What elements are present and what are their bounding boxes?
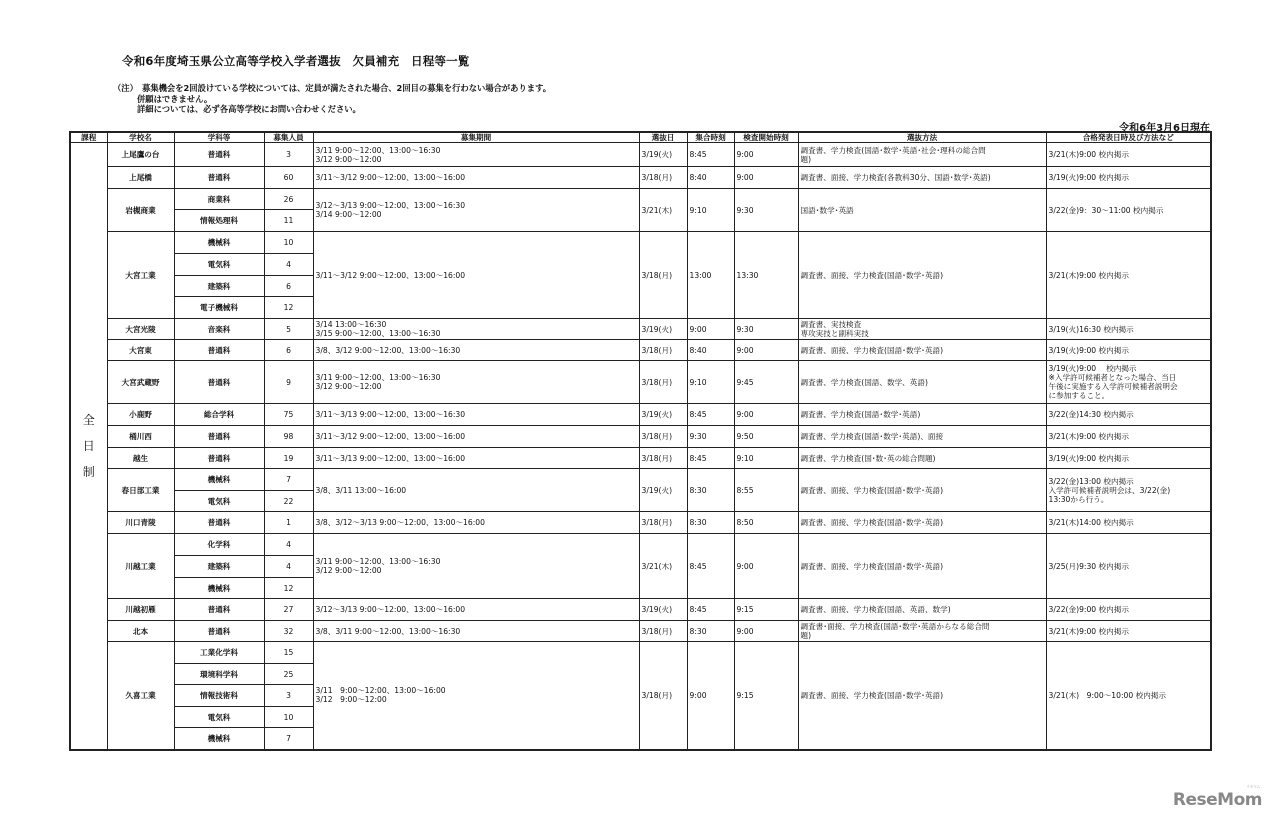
quota: 27 (264, 599, 313, 621)
gather-time: 8:30 (687, 621, 734, 642)
schedule-table (69, 131, 1212, 751)
application-period (313, 621, 639, 642)
selection-date: 3/18(月) (639, 448, 687, 469)
subject-name: 建築科 (174, 276, 264, 297)
quota: 25 (264, 664, 313, 685)
quota: 3 (264, 685, 313, 707)
gather-time: 8:30 (687, 469, 734, 512)
selection-date: 3/21(木) (639, 189, 687, 232)
cell-line: 3/14 13:00～16:30 (315, 320, 387, 329)
application-period (313, 340, 639, 361)
exam-start-time: 13:30 (734, 232, 798, 319)
exam-start-time: 9:00 (734, 621, 798, 642)
quota: 12 (264, 297, 313, 319)
subject-name: 音楽科 (174, 319, 264, 340)
selection-method (798, 319, 1046, 340)
quota: 7 (264, 728, 313, 750)
exam-start-time: 9:00 (734, 404, 798, 426)
subject-name: 機械科 (174, 232, 264, 254)
quota: 4 (264, 254, 313, 276)
table-row (70, 232, 1211, 254)
application-period (313, 404, 639, 426)
column-header: 選抜方法 (798, 132, 1046, 143)
gather-time: 8:45 (687, 599, 734, 621)
quota: 98 (264, 426, 313, 448)
notes (113, 83, 551, 115)
cell-line: 題) (800, 631, 812, 640)
application-period (313, 167, 639, 189)
school-name: 上尾鷹の台 (107, 143, 174, 167)
selection-method (798, 512, 1046, 534)
cell-line: 調査書、面接、学力検査(国語、英語、数学) (800, 605, 951, 614)
subject-name: 建築科 (174, 556, 264, 578)
cell-line: 3/21(木)14:00 校内掲示 (1048, 518, 1134, 527)
cell-line: 3/19(火)9:00 校内掲示 (1048, 345, 1129, 355)
school-name: 小鹿野 (107, 404, 174, 426)
selection-date: 3/21(木) (639, 534, 687, 599)
cell-line: 3/11～3/12 9:00～12:00、13:00～16:00 (315, 432, 466, 441)
cell-line: 3/21(木)9:00 校内掲示 (1048, 626, 1129, 636)
selection-date: 3/18(月) (639, 621, 687, 642)
subject-name: 情報処理科 (174, 210, 264, 232)
selection-method (798, 621, 1046, 642)
cell-line: 3/12 9:00～12:00 (315, 154, 382, 164)
selection-method (798, 642, 1046, 750)
table-row (70, 189, 1211, 210)
exam-start-time: 9:00 (734, 143, 798, 167)
selection-date: 3/18(月) (639, 232, 687, 319)
gather-time: 8:45 (687, 143, 734, 167)
subject-name: 電気科 (174, 254, 264, 276)
exam-start-time: 9:30 (734, 189, 798, 232)
cell-line: 3/11 9:00～12:00、13:00～16:30 (315, 373, 441, 382)
subject-name: 化学科 (174, 534, 264, 556)
subject-name: 普通科 (174, 143, 264, 167)
cell-line: 13:30から行う。 (1048, 494, 1109, 504)
cell-line: 3/8、3/11 9:00～12:00、13:00～16:30 (315, 626, 461, 636)
application-period (313, 599, 639, 621)
column-header: 検査開始時刻 (734, 132, 798, 143)
result-announcement (1046, 426, 1211, 448)
subject-name: 電子機械科 (174, 297, 264, 319)
quota: 4 (264, 556, 313, 578)
application-period (313, 189, 639, 232)
cell-line: 調査書、面接、学力検査(国語･数学･英語) (800, 518, 944, 527)
selection-method (798, 189, 1046, 232)
subject-name: 電気科 (174, 491, 264, 512)
page-title: 令和6年度埼玉県公立高等学校入学者選抜 欠員補充 日程等一覧 (122, 54, 470, 68)
quota: 12 (264, 578, 313, 599)
as-of-date: 令和6年3月6日現在 (1119, 123, 1210, 134)
selection-date: 3/18(月) (639, 642, 687, 750)
cell-line: 3/19(火)9:00 校内掲示 (1048, 453, 1129, 463)
cell-line: 3/11 9:00～12:00、13:00～16:30 (315, 145, 441, 155)
quota: 6 (264, 340, 313, 361)
table-row (70, 448, 1211, 469)
column-header: 学科等 (174, 132, 264, 143)
school-name: 春日部工業 (107, 469, 174, 512)
subject-name: 普通科 (174, 621, 264, 642)
cell-line: 3/21(木)9:00 校内掲示 (1048, 150, 1129, 159)
subject-name: 商業科 (174, 189, 264, 210)
selection-date: 3/18(月) (639, 167, 687, 189)
exam-start-time: 9:00 (734, 167, 798, 189)
note-line: （注） 募集機会を2回設けている学校については、定員が満たされた場合、2回目の募集を行わない場合があります。 (113, 83, 552, 93)
column-header: 合格発表日時及び方法など (1046, 132, 1211, 143)
cell-line: に参加すること。 (1048, 391, 1110, 400)
cell-line: 3/11～3/12 9:00～12:00、13:00～16:00 (315, 270, 466, 280)
school-name: 上尾橋 (107, 167, 174, 189)
subject-name: 総合学科 (174, 404, 264, 426)
selection-method (798, 404, 1046, 426)
selection-date: 3/18(月) (639, 426, 687, 448)
cell-line: 3/14 9:00～12:00 (315, 210, 382, 219)
cell-line: 3/8、3/11 13:00～16:00 (315, 485, 407, 495)
subject-name: 普通科 (174, 599, 264, 621)
course-cell (70, 143, 107, 750)
selection-method (798, 469, 1046, 512)
selection-method (798, 143, 1046, 167)
result-announcement (1046, 621, 1211, 642)
gather-time: 8:40 (687, 340, 734, 361)
quota: 9 (264, 361, 313, 404)
table-row (70, 534, 1211, 556)
gather-time: 9:00 (687, 319, 734, 340)
gather-time: 8:45 (687, 404, 734, 426)
cell-line: 3/12～3/13 9:00～12:00、13:00～16:00 (315, 605, 466, 614)
subject-name: 普通科 (174, 340, 264, 361)
subject-name: 普通科 (174, 448, 264, 469)
application-period (313, 143, 639, 167)
cell-line: 3/21(木)9:00 校内掲示 (1048, 432, 1129, 441)
result-announcement (1046, 340, 1211, 361)
table-row (70, 340, 1211, 361)
school-name: 川越初雁 (107, 599, 174, 621)
exam-start-time: 8:55 (734, 469, 798, 512)
subject-name: 機械科 (174, 469, 264, 491)
column-header: 集合時刻 (687, 132, 734, 143)
selection-date: 3/18(月) (639, 361, 687, 404)
cell-line: 3/11 9:00～12:00、13:00～16:30 (315, 557, 441, 566)
note-line: 併願はできません。 (137, 93, 213, 104)
cell-line: 調査書、面接、学力検査(各教科30分、国語･数学･英語) (800, 173, 991, 182)
selection-date: 3/19(火) (639, 599, 687, 621)
quota: 10 (264, 707, 313, 728)
result-announcement (1046, 599, 1211, 621)
table-row (70, 469, 1211, 491)
exam-start-time: 9:45 (734, 361, 798, 404)
column-header: 選抜日 (639, 132, 687, 143)
subject-name: 機械科 (174, 728, 264, 750)
cell-line: 3/12 9:00～12:00 (315, 382, 382, 391)
table-row (70, 642, 1211, 664)
note-line: 詳細については、必ず各高等学校にお問い合わせください。 (137, 104, 361, 114)
quota: 22 (264, 491, 313, 512)
selection-method (798, 232, 1046, 319)
selection-date: 3/18(月) (639, 340, 687, 361)
selection-method (798, 426, 1046, 448)
column-header: 募集期間 (313, 132, 639, 143)
quota: 4 (264, 534, 313, 556)
cell-line: 3/19(火)9:00 校内掲示 (1048, 364, 1137, 373)
result-announcement (1046, 189, 1211, 232)
cell-line: 午後に実施する入学許可候補者説明会 (1048, 382, 1178, 391)
gather-time: 8:45 (687, 534, 734, 599)
school-name: 北本 (107, 621, 174, 642)
cell-line: 入学許可候補者説明会は、3/22(金) (1048, 485, 1171, 495)
selection-method (798, 167, 1046, 189)
table-row (70, 167, 1211, 189)
gather-time: 8:40 (687, 167, 734, 189)
cell-line: 3/21(木)9:00 校内掲示 (1048, 270, 1129, 280)
quota: 32 (264, 621, 313, 642)
resemom-logo: ReseMom リセマム (1172, 784, 1262, 810)
selection-date: 3/19(火) (639, 469, 687, 512)
exam-start-time: 8:50 (734, 512, 798, 534)
result-announcement (1046, 143, 1211, 167)
cell-line: 調査書、面接、学力検査(国語･数学･英語) (800, 690, 944, 700)
cell-line: 3/22(金)9:00 校内掲示 (1048, 605, 1129, 614)
cell-line: 3/11～3/13 9:00～12:00、13:00～16:00 (315, 453, 466, 463)
result-announcement (1046, 319, 1211, 340)
application-period (313, 232, 639, 319)
column-header: 学校名 (107, 132, 174, 143)
school-name: 桶川西 (107, 426, 174, 448)
cell-line: 3/8、3/12 9:00～12:00、13:00～16:30 (315, 345, 461, 355)
school-name: 越生 (107, 448, 174, 469)
cell-line: 3/11 9:00～12:00、13:00～16:00 (315, 686, 446, 696)
cell-line: 3/22(金)13:00 校内掲示 (1048, 476, 1134, 486)
quota: 1 (264, 512, 313, 534)
gather-time: 8:30 (687, 512, 734, 534)
subject-name: 機械科 (174, 578, 264, 599)
cell-line: 調査書、学力検査(国語･数学･英語) (800, 410, 921, 419)
cell-line: 調査書･面接、学力検査(国語･数学･英語からなる総合問 (800, 622, 990, 631)
exam-start-time: 9:15 (734, 599, 798, 621)
subject-name: 普通科 (174, 361, 264, 404)
table-row (70, 621, 1211, 642)
selection-method (798, 599, 1046, 621)
subject-name: 工業化学科 (174, 642, 264, 664)
application-period (313, 642, 639, 750)
cell-line: 3/12 9:00～12:00 (315, 566, 382, 575)
selection-date: 3/18(月) (639, 512, 687, 534)
cell-line: 調査書、面接、学力検査(国語･数学･英語) (800, 345, 944, 355)
exam-start-time: 9:15 (734, 642, 798, 750)
gather-time: 9:10 (687, 361, 734, 404)
school-name: 川越工業 (107, 534, 174, 599)
selection-method (798, 448, 1046, 469)
exam-start-time: 9:10 (734, 448, 798, 469)
result-announcement (1046, 232, 1211, 319)
cell-line: 専攻実技と副科実技 (800, 329, 869, 338)
school-name: 川口青陵 (107, 512, 174, 534)
cell-line: 調査書、学力検査(国語･数学･英語)、面接 (800, 432, 944, 441)
selection-method (798, 340, 1046, 361)
cell-line: 全 (82, 412, 95, 427)
result-announcement (1046, 642, 1211, 750)
table-row (70, 361, 1211, 404)
cell-line: 調査書、面接、学力検査(国語･数学･英語) (800, 561, 944, 571)
table-row (70, 426, 1211, 448)
cell-line: 3/12～3/13 9:00～12:00、13:00～16:30 (315, 201, 466, 210)
quota: 3 (264, 143, 313, 167)
cell-line: 題) (800, 154, 812, 164)
quota: 15 (264, 642, 313, 664)
quota: 11 (264, 210, 313, 232)
subject-name: 普通科 (174, 167, 264, 189)
application-period (313, 361, 639, 404)
result-announcement (1046, 534, 1211, 599)
application-period (313, 534, 639, 599)
school-name: 久喜工業 (107, 642, 174, 750)
result-announcement (1046, 448, 1211, 469)
exam-start-time: 9:00 (734, 340, 798, 361)
application-period (313, 512, 639, 534)
result-announcement (1046, 404, 1211, 426)
cell-line: 3/19(火)9:00 校内掲示 (1048, 173, 1129, 182)
quota: 75 (264, 404, 313, 426)
quota: 10 (264, 232, 313, 254)
table-row (70, 143, 1211, 167)
quota: 19 (264, 448, 313, 469)
cell-line: 3/22(金)14:30 校内掲示 (1048, 410, 1134, 419)
selection-method (798, 361, 1046, 404)
cell-line: 3/25(月)9:30 校内掲示 (1048, 561, 1129, 571)
selection-date: 3/19(火) (639, 319, 687, 340)
quota: 5 (264, 319, 313, 340)
school-name: 大宮光陵 (107, 319, 174, 340)
selection-date: 3/19(火) (639, 143, 687, 167)
quota: 7 (264, 469, 313, 491)
cell-line: 3/22(金)9：30～11:00 校内掲示 (1048, 205, 1164, 215)
school-name: 大宮工業 (107, 232, 174, 319)
table-row (70, 404, 1211, 426)
subject-name: 環境科学科 (174, 664, 264, 685)
column-header: 募集人員 (264, 132, 313, 143)
application-period (313, 469, 639, 512)
cell-line: 3/12 9:00～12:00 (315, 695, 387, 705)
cell-line: 調査書、学力検査(国･数･英の総合問題) (800, 453, 936, 463)
cell-line: 調査書、面接、学力検査(国語･数学･英語) (800, 485, 944, 495)
cell-line: 3/19(火)16:30 校内掲示 (1048, 324, 1134, 334)
cell-line: 3/21(木) 9:00～10:00 校内掲示 (1048, 690, 1166, 700)
table-row (70, 319, 1211, 340)
cell-line: 3/15 9:00～12:00、13:00～16:30 (315, 329, 441, 338)
gather-time: 9:10 (687, 189, 734, 232)
gather-time: 9:30 (687, 426, 734, 448)
result-announcement (1046, 512, 1211, 534)
selection-date: 3/19(火) (639, 404, 687, 426)
subject-name: 電気科 (174, 707, 264, 728)
selection-method (798, 534, 1046, 599)
cell-line: 調査書、学力検査(国語･数学･英語･社会･理科の総合問 (800, 145, 986, 155)
cell-line: 3/11～3/12 9:00～12:00、13:00～16:00 (315, 173, 466, 182)
application-period (313, 426, 639, 448)
cell-line: 日 (82, 438, 95, 453)
application-period (313, 319, 639, 340)
result-announcement (1046, 361, 1211, 404)
cell-line: 制 (82, 464, 95, 479)
quota: 26 (264, 189, 313, 210)
cell-line: 国語･数学･英語 (800, 205, 854, 215)
school-name: 大宮東 (107, 340, 174, 361)
cell-line: 調査書、実技検査 (800, 320, 862, 329)
quota: 60 (264, 167, 313, 189)
exam-start-time: 9:30 (734, 319, 798, 340)
result-announcement (1046, 167, 1211, 189)
table-row (70, 599, 1211, 621)
cell-line: 3/8、3/12～3/13 9:00～12:00、13:00～16:00 (315, 518, 485, 527)
cell-line: 3/11～3/13 9:00～12:00、13:00～16:30 (315, 410, 466, 419)
gather-time: 9:00 (687, 642, 734, 750)
exam-start-time: 9:00 (734, 534, 798, 599)
column-header: 課程 (70, 132, 107, 143)
cell-line: 調査書、学力検査(国語、数学、英語) (800, 377, 928, 387)
quota: 6 (264, 276, 313, 297)
school-name: 岩槻商業 (107, 189, 174, 232)
cell-line: ※入学許可候補者となった場合、当日 (1048, 373, 1177, 382)
subject-name: 普通科 (174, 512, 264, 534)
school-name: 大宮武蔵野 (107, 361, 174, 404)
result-announcement (1046, 469, 1211, 512)
subject-name: 普通科 (174, 426, 264, 448)
gather-time: 8:45 (687, 448, 734, 469)
exam-start-time: 9:50 (734, 426, 798, 448)
header-row (70, 132, 1211, 143)
application-period (313, 448, 639, 469)
table-row (70, 512, 1211, 534)
gather-time: 13:00 (687, 232, 734, 319)
cell-line: 調査書、面接、学力検査(国語･数学･英語) (800, 270, 944, 280)
subject-name: 情報技術科 (174, 685, 264, 707)
